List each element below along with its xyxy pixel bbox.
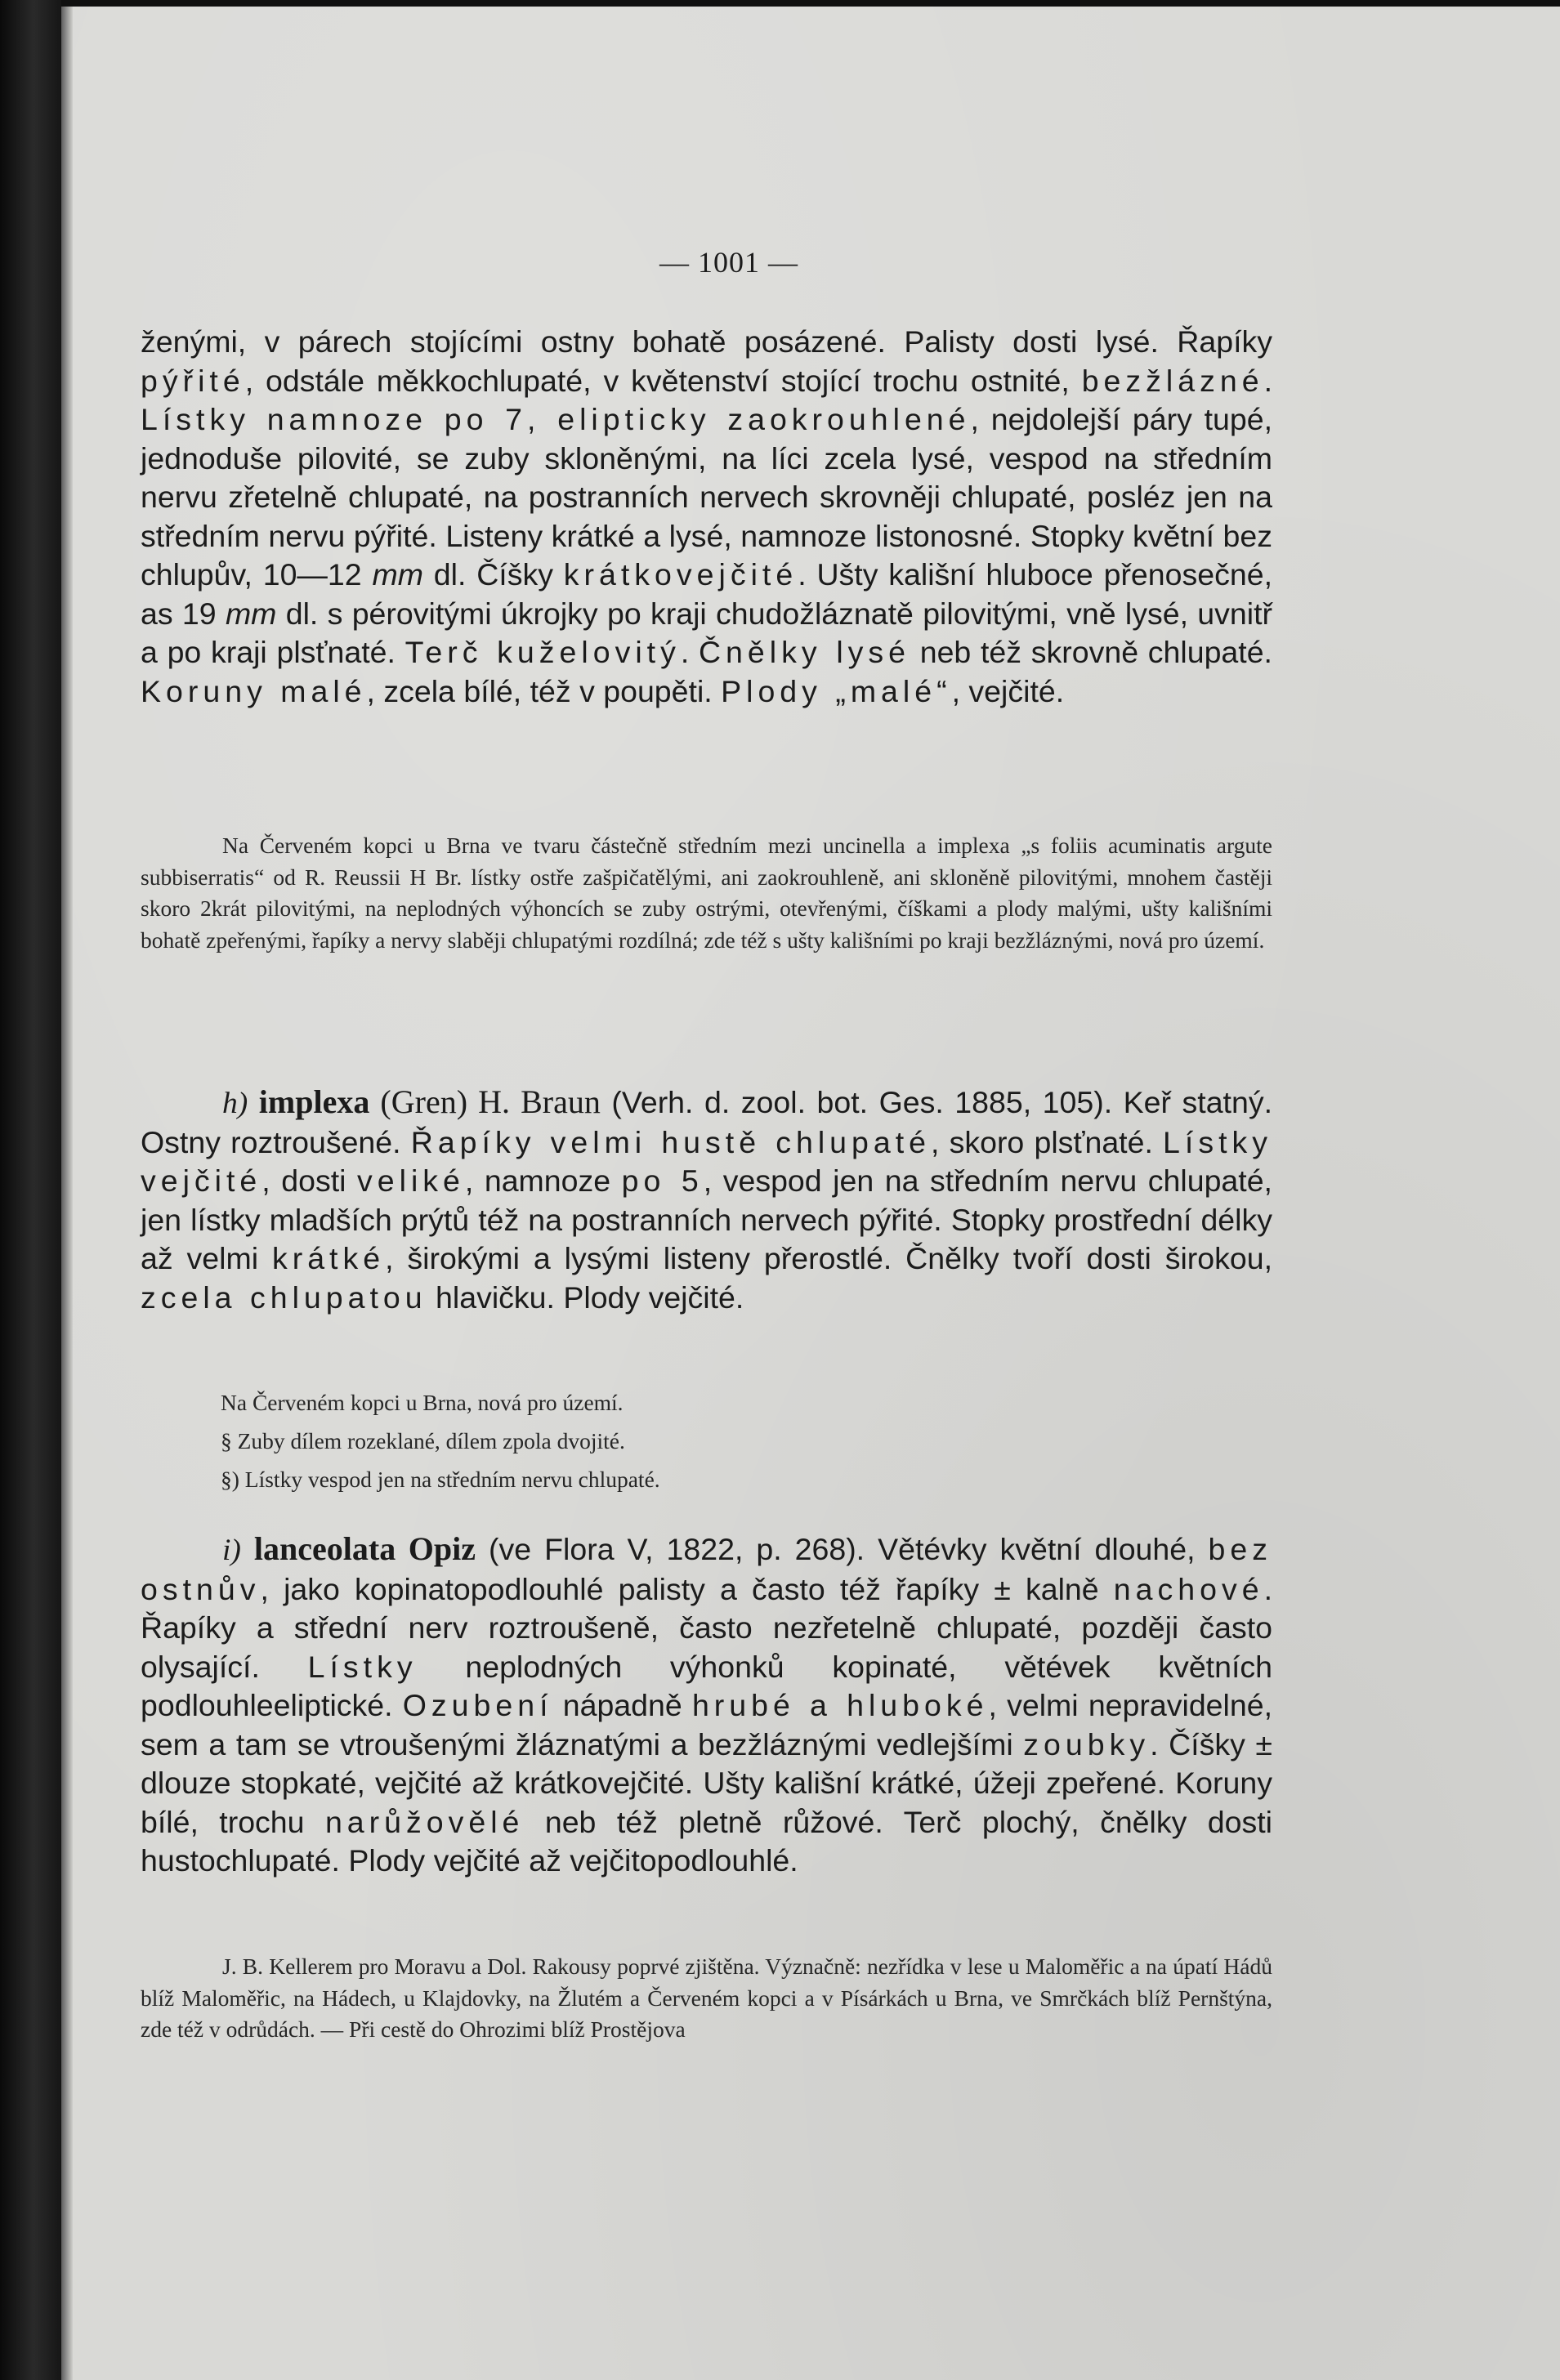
locality-note-final bbox=[141, 1951, 1272, 2046]
spaced-term: krátkovejčité bbox=[563, 557, 798, 592]
text-run: , dosti bbox=[261, 1163, 358, 1198]
entry-implexa bbox=[141, 1083, 1272, 1317]
text-run: (ve Flora V, 1822, p. 268). Větévky květní dlouhé, bbox=[476, 1532, 1209, 1566]
text-run: , nejdolejší páry tupé, jednoduše pilovité, se zuby skloněnými, na líci zcela lysé, vespod na středním nervu zřetelně chlupaté, na postranních nervech skrovněji chlupaté, posléz jen na středním nervu pýřité. Listeny krátké a lysé, namnoze listonosné. Stopky květní bez chlupův, 10—12 bbox=[141, 402, 1272, 592]
entry-letter: h) bbox=[222, 1087, 248, 1120]
text-run: dl. Číšky bbox=[422, 557, 564, 592]
spaced-term: Lístky bbox=[307, 1649, 418, 1684]
spaced-term: Čnělky lysé bbox=[698, 635, 910, 669]
text-run: hlavičku. Plody vejčité. bbox=[427, 1279, 744, 1315]
spaced-term: Ozubení bbox=[402, 1688, 553, 1722]
spaced-term: veliké bbox=[357, 1163, 465, 1198]
spaced-term: Terč kuželovitý bbox=[405, 635, 681, 669]
unit-mm: mm bbox=[225, 596, 277, 631]
note-line: §) Lístky vespod jen na středním nervu chlupaté. bbox=[221, 1467, 660, 1492]
text-run: (Verh. d. zool. bot. Ges. 1885, 105). Keř statný. Ostny roztroušené. bbox=[141, 1085, 1273, 1159]
text-run: , skoro plsťnaté. bbox=[931, 1124, 1164, 1159]
spaced-term: pýřité bbox=[141, 363, 245, 398]
taxon-author: (Gren) H. Braun bbox=[369, 1083, 601, 1120]
spaced-term: bezžlázné bbox=[1081, 363, 1264, 398]
text-run: ženými, v párech stojícími ostny bohatě posázené. Palisty dosti lysé. Řapíky bbox=[141, 324, 1272, 359]
page-number: — 1001 — bbox=[659, 246, 798, 279]
text-run: . Ušty kališní hluboce přenosečné, as 19 bbox=[141, 557, 1272, 631]
text-run: . bbox=[1263, 363, 1272, 398]
taxon-name: lanceolata Opiz bbox=[253, 1530, 476, 1567]
spaced-term: Plody „malé“ bbox=[721, 673, 952, 708]
unit-mm: mm bbox=[372, 557, 423, 592]
text-run: nápadně bbox=[552, 1688, 692, 1722]
text-run: . bbox=[680, 635, 699, 669]
spaced-term: Lístky namnoze po 7, elipticky zaokrouhlené bbox=[141, 402, 971, 436]
spaced-term: Lístky vejčité bbox=[141, 1124, 1272, 1198]
text-run: , velmi nepravidelné, sem a tam se vtroušenými žláznatými a bezžláznými vedlejšími bbox=[141, 1688, 1272, 1762]
text-run: , širokými a lysými listeny přerostlé. Čnělky tvoří dosti širokou, bbox=[385, 1241, 1273, 1275]
text-run: . Řapíky a střední nerv roztroušeně, často nezřetelně chlupaté, později často olysající. bbox=[141, 1571, 1272, 1684]
spaced-term: narůžovělé bbox=[324, 1804, 525, 1839]
text-run: , vespod jen na středním nervu chlupaté, jen lístky mladších prýtů též na postranních nervech pýřité. Stopky prostřední délky až velmi bbox=[141, 1163, 1272, 1275]
text-run: neplodných výhonků kopinaté, větévek květních podlouhleeliptické. bbox=[141, 1649, 1272, 1722]
paragraph-continued bbox=[141, 323, 1272, 711]
spaced-term: zcela chlupatou bbox=[141, 1279, 427, 1315]
notes-implexa bbox=[221, 1383, 1038, 1498]
text-run: dl. s pérovitými úkrojky po kraji chudožláznatě pilovitými, vně lysé, uvnitř a po kraji plsťnaté. bbox=[141, 596, 1272, 669]
spaced-term: Řapíky velmi hustě chlupaté bbox=[410, 1124, 931, 1159]
note-text: J. B. Kellerem pro Moravu a Dol. Rakousy poprvé zjištěna. Význačně: nezřídka v lese u Maloměřic a na úpatí Hádů blíž Maloměřic, na Hádech, u Klajdovky, na Žlutém a Červeném kopci a v Písárkách u Brna, ve Smrčkách blíž Pernštýna, zde též v odrůdách. — Při cestě do Ohrozimi blíž Prostějova bbox=[141, 1954, 1272, 2042]
spaced-term: nachové bbox=[1113, 1571, 1264, 1606]
spaced-term: Koruny malé bbox=[141, 673, 367, 708]
text-run: , vejčité. bbox=[951, 673, 1065, 708]
entry-letter: i) bbox=[222, 1534, 241, 1567]
locality-note bbox=[141, 830, 1272, 956]
taxon-name: implexa bbox=[258, 1083, 370, 1120]
text-run: , odstále měkkochlupaté, v květenství stojící trochu ostnité, bbox=[244, 363, 1082, 398]
text-run: neb též skrovně chlupaté. bbox=[910, 635, 1272, 669]
text-run: neb též pletně růžové. Terč plochý, čnělky dosti hustochlupaté. Plody vejčité až vejčitopodlouhlé. bbox=[141, 1804, 1272, 1878]
spaced-term: bez ostnův bbox=[141, 1532, 1273, 1606]
page-edge-shadow bbox=[61, 7, 73, 2380]
text-run: . Číšky ± dlouze stopkaté, vejčité až krátkovejčité. Ušty kališní krátké, úžeji zpeřené. Koruny bílé, trochu bbox=[141, 1726, 1272, 1839]
spaced-term: hrubé a hluboké bbox=[691, 1688, 989, 1722]
note-line: Na Červeném kopci u Brna, nová pro území. bbox=[221, 1390, 624, 1415]
text-run: , namnoze bbox=[464, 1163, 622, 1198]
entry-lanceolata bbox=[141, 1529, 1272, 1881]
spaced-term: po 5 bbox=[621, 1163, 704, 1198]
text-run: , zcela bílé, též v poupěti. bbox=[366, 673, 722, 708]
note-line: § Zuby dílem rozeklané, dílem zpola dvojité. bbox=[221, 1428, 625, 1453]
spaced-term: krátké bbox=[271, 1241, 386, 1275]
text-run: , jako kopinatopodlouhlé palisty a často též řapíky ± kalně bbox=[260, 1571, 1114, 1606]
note-text: Na Červeném kopci u Brna ve tvaru částečně středním mezi uncinella a implexa „s foliis acuminatis argute subbiserratis“ od R. Reussii H Br. lístky ostře zašpičatělými, ani zaokrouhleně, ani skloněně pilovitými, mnohem častěji skoro 2krát pilovitými, na neplodných výhoncích se zuby ostrými, otevřenými, číškami a plody malými, ušty kališními bohatě zpeřenými, řapíky a nervy slaběji chlupatými rozdílná; zde též s ušty kališními po kraji bezžláznými, nová pro území. bbox=[141, 833, 1272, 953]
scan-dark-margin bbox=[0, 0, 61, 2380]
spaced-term: zoubky bbox=[1023, 1726, 1151, 1762]
